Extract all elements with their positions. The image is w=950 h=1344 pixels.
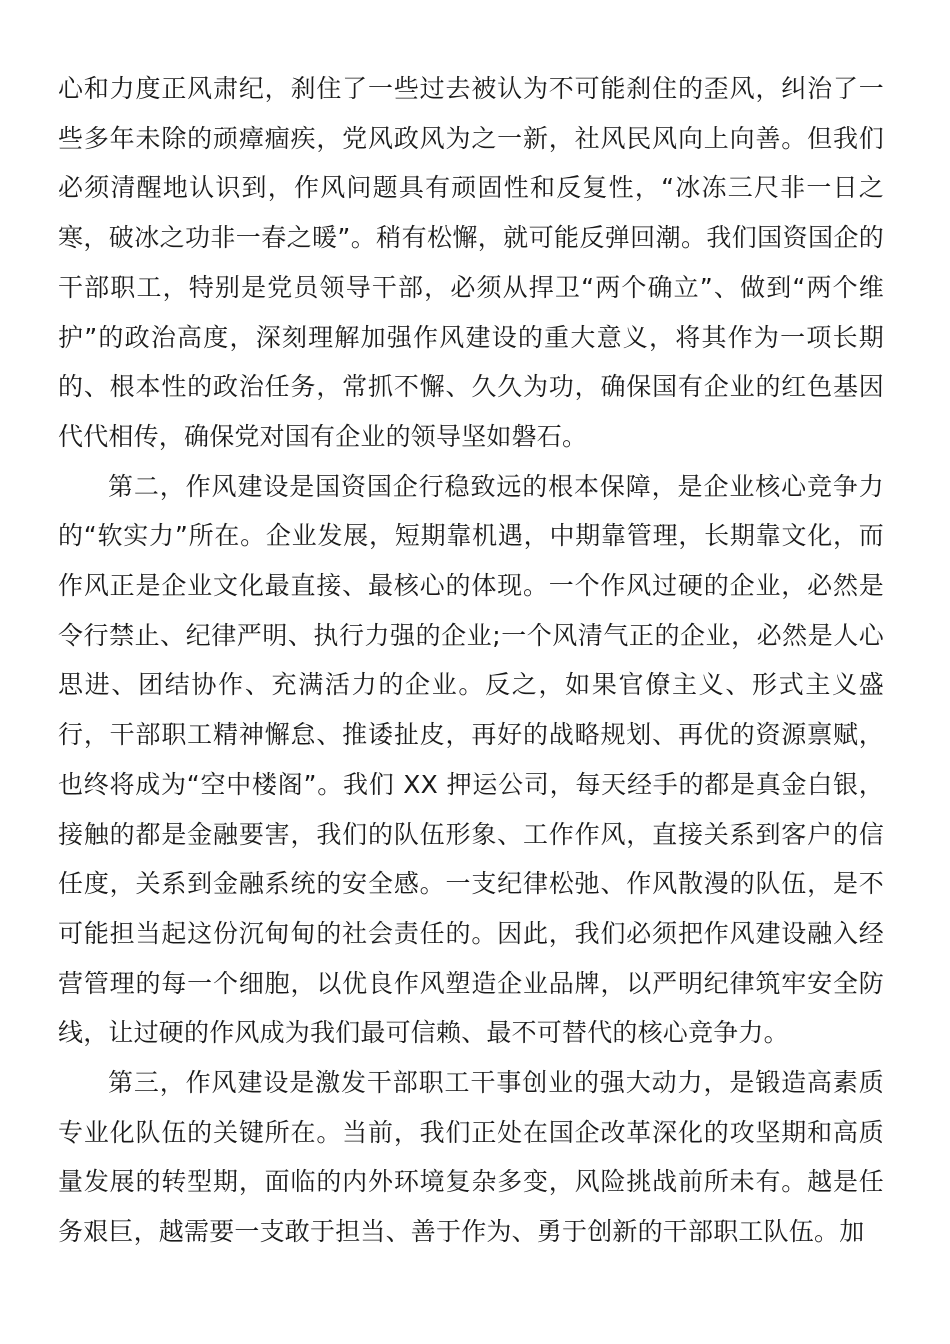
document-page <box>58 64 884 1257</box>
paragraph-continuation: 心和力度正风肃纪，刹住了一些过去被认为不可能刹住的歪风，纠治了一些多年未除的顽瘴痼疾，党风政风为之一新，社风民风向上向善。但我们必须清醒地认识到，作风问题具有顽固性和反复性，“冰冻三尺非一日之寒，破冰之功非一春之暖”。稍有松懈，就可能反弹回潮。我们国资国企的干部职工，特别是党员领导干部，必须从捍卫“两个确立”、做到“两个维护”的政治高度，深刻理解加强作风建设的重大意义，将其作为一项长期的、根本性的政治任务，常抓不懈、久久为功，确保国有企业的红色基因代代相传，确保党对国有企业的领导坚如磐石。 <box>58 74 884 451</box>
paragraph-second-point: 第二，作风建设是国资国企行稳致远的根本保障，是企业核心竞争力的“软实力”所在。企业发展，短期靠机遇，中期靠管理，长期靠文化，而作风正是企业文化最直接、最核心的体现。一个作风过硬的企业，必然是令行禁止、纪律严明、执行力强的企业;一个风清气正的企业，必然是人心思进、团结协作、充满活力的企业。反之，如果官僚主义、形式主义盛行，干部职工精神懈怠、推诿扯皮，再好的战略规划、再优的资源禀赋，也终将成为“空中楼阁”。我们 XX 押运公司，每天经手的都是真金白银，接触的都是金融要害，我们的队伍形象、工作作风，直接关系到客户的信任度，关系到金融系统的安全感。一支纪律松弛、作风散漫的队伍，是不可能担当起这份沉甸甸的社会责任的。因此，我们必须把作风建设融入经营管理的每一个细胞，以优良作风塑造企业品牌，以严明纪律筑牢安全防线，让过硬的作风成为我们最可信赖、最不可替代的核心竞争力。 <box>58 471 884 1048</box>
paragraph-third-point: 第三，作风建设是激发干部职工干事创业的强大动力，是锻造高素质专业化队伍的关键所在。当前，我们正处在国企改革深化的攻坚期和高质量发展的转型期，面临的内外环境复杂多变，风险挑战前所未有。越是任务艰巨，越需要一支敢于担当、善于作为、勇于创新的干部职工队伍。加 <box>58 1068 884 1247</box>
